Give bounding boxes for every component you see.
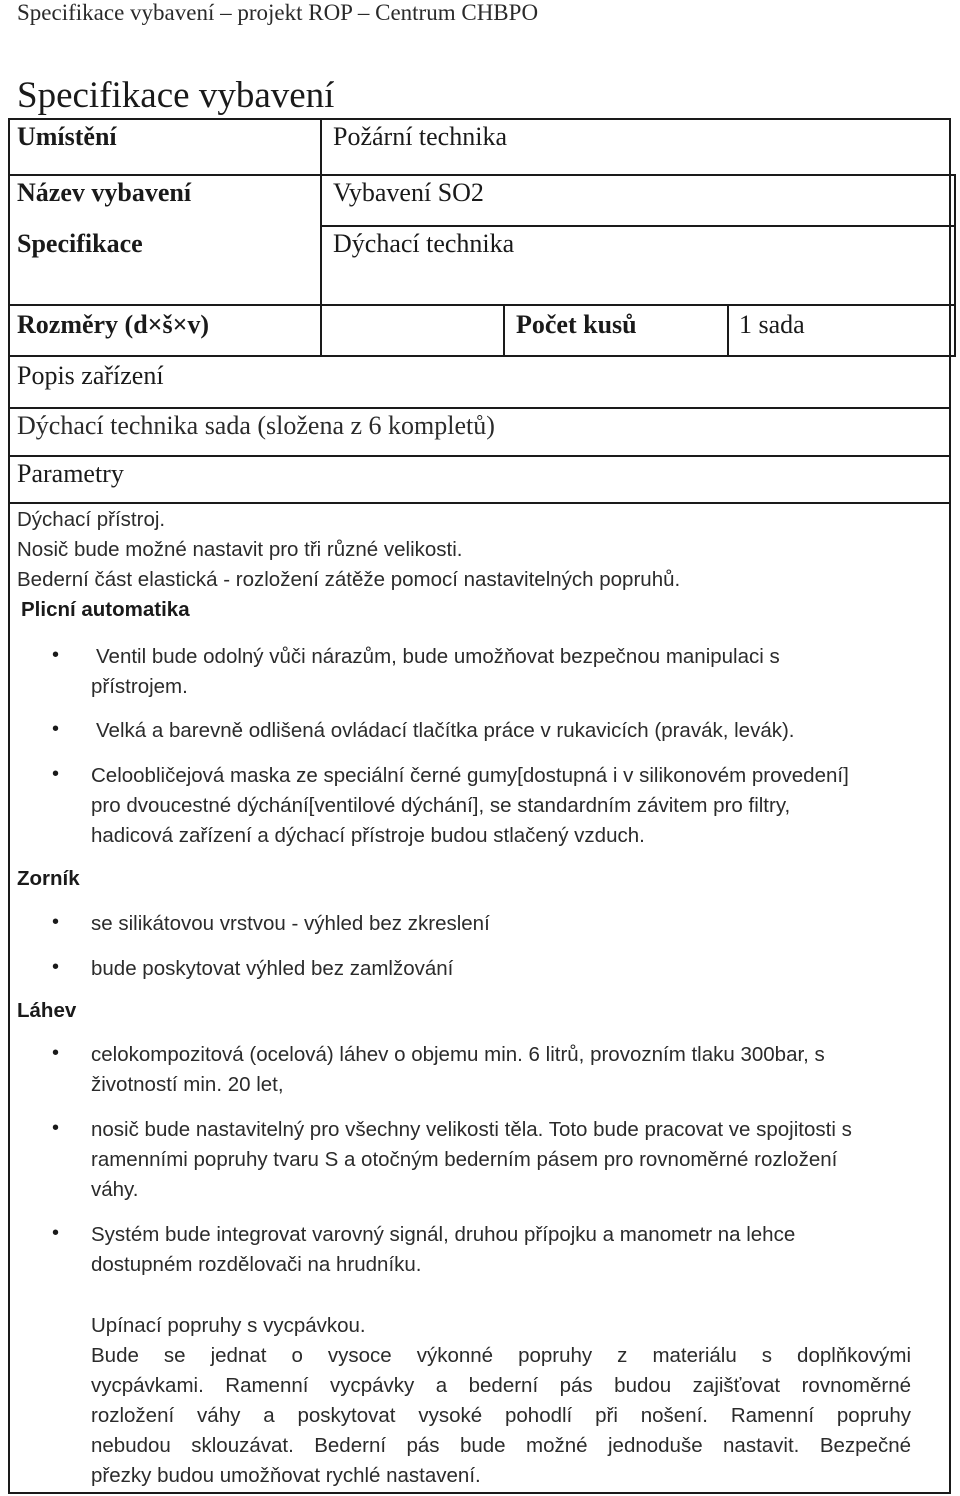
- table-divider: [320, 225, 956, 227]
- table-divider: [8, 355, 956, 357]
- table-divider: [8, 304, 956, 306]
- table-column-divider: [320, 118, 322, 357]
- bullet-icon: •: [52, 763, 60, 785]
- bullet-icon: •: [52, 1042, 60, 1064]
- bullet-icon: •: [52, 1117, 60, 1139]
- bullet-icon: •: [52, 956, 60, 978]
- table-column-divider: [727, 304, 729, 357]
- table-border-right: [949, 118, 951, 1494]
- param-line: Nosič bude možné nastavit pro tři různé velikosti.: [17, 538, 463, 561]
- list-item-line: Systém bude integrovat varovný signál, druhou přípojku a manometr na lehce: [91, 1223, 796, 1246]
- list-item-line: pro dvoucestné dýchání[ventilové dýchání], se standardním závitem pro filtry,: [91, 794, 791, 817]
- value-umisteni: Požární technika: [333, 122, 507, 151]
- bullet-icon: •: [52, 911, 60, 933]
- section-heading-plicni-automatika: Plicní automatika: [21, 598, 190, 621]
- label-pocet-kusu: Počet kusů: [516, 310, 637, 339]
- table-border-right-outer: [954, 174, 956, 357]
- bullet-icon: •: [52, 1222, 60, 1244]
- label-umisteni: Umístění: [17, 122, 117, 151]
- param-line: Dýchací přístroj.: [17, 508, 166, 531]
- table-divider: [8, 407, 951, 409]
- label-nazev-vybaveni: Název vybavení: [17, 178, 192, 207]
- list-item-line: bude poskytovat výhled bez zamlžování: [91, 957, 454, 980]
- paragraph-line: nebudou sklouzávat. Bederní pás bude možné jednoduše nastavit. Bezpečné: [91, 1434, 911, 1457]
- list-item-line: váhy.: [91, 1178, 139, 1201]
- list-item-line: Velká a barevně odlišená ovládací tlačítka práce v rukavicích (pravák, levák).: [96, 719, 795, 742]
- page-title: Specifikace vybavení: [17, 75, 335, 116]
- table-border-bottom: [8, 1492, 951, 1494]
- list-item-line: nosič bude nastavitelný pro všechny velikosti těla. Toto bude pracovat ve spojitosti s: [91, 1118, 852, 1141]
- label-popis-zarizeni: Popis zařízení: [17, 361, 164, 390]
- value-nazev-vybaveni: Vybavení SO2: [333, 178, 484, 207]
- table-border-top: [8, 118, 951, 120]
- paragraph-line: Bude se jednat o vysoce výkonné popruhy z materiálu s doplňkovými: [91, 1344, 911, 1367]
- list-item-line: dostupném rozdělovači na hrudníku.: [91, 1253, 422, 1276]
- paragraph-line: přezky budou umožňovat rychlé nastavení.: [91, 1464, 481, 1487]
- list-item-line: se silikátovou vrstvou - výhled bez zkreslení: [91, 912, 490, 935]
- list-item-line: životností min. 20 let,: [91, 1073, 284, 1096]
- param-line: Bederní část elastická - rozložení zátěže pomocí nastavitelných popruhů.: [17, 568, 681, 591]
- popruhy-heading: Upínací popruhy s vycpávkou.: [91, 1314, 366, 1337]
- list-item-line: Ventil bude odolný vůči nárazům, bude umožňovat bezpečnou manipulaci s: [96, 645, 780, 668]
- page-header: Specifikace vybavení – projekt ROP – Centrum CHBPO: [17, 0, 539, 25]
- table-divider: [8, 174, 956, 176]
- value-specifikace: Dýchací technika: [333, 229, 515, 258]
- list-item-line: celokompozitová (ocelová) láhev o objemu min. 6 litrů, provozním tlaku 300bar, s: [91, 1043, 825, 1066]
- list-item-line: přístrojem.: [91, 675, 188, 698]
- label-parametry: Parametry: [17, 459, 124, 488]
- table-divider: [8, 455, 951, 457]
- table-column-divider: [503, 304, 505, 357]
- list-item-line: Celoobličejová maska ze speciální černé gumy[dostupná i v silikonovém provedení]: [91, 764, 849, 787]
- section-heading-zornik: Zorník: [17, 867, 80, 890]
- bullet-icon: •: [52, 718, 60, 740]
- bullet-icon: •: [52, 644, 60, 666]
- section-heading-lahev: Láhev: [17, 999, 77, 1022]
- list-item-line: hadicová zařízení a dýchací přístroje budou stlačený vzduch.: [91, 824, 645, 847]
- paragraph-line: vycpávkami. Ramenní vycpávky a bederní pás budou zajišťovat rovnoměrné: [91, 1374, 911, 1397]
- table-border-left: [8, 118, 10, 1494]
- value-pocet-kusu: 1 sada: [739, 310, 805, 339]
- value-popis-zarizeni: Dýchací technika sada (složena z 6 kompletů): [17, 411, 495, 440]
- label-rozmery: Rozměry (d×š×v): [17, 310, 210, 339]
- label-specifikace: Specifikace: [17, 229, 143, 258]
- paragraph-line: rozložení váhy a poskytovat vysoké pohodlí při nošení. Ramenní popruhy: [91, 1404, 911, 1427]
- popruhy-paragraph: [91, 1341, 911, 1491]
- list-item-line: ramenními popruhy tvaru S a otočným bederním pásem pro rovnoměrné rozložení: [91, 1148, 838, 1171]
- table-divider: [8, 502, 951, 504]
